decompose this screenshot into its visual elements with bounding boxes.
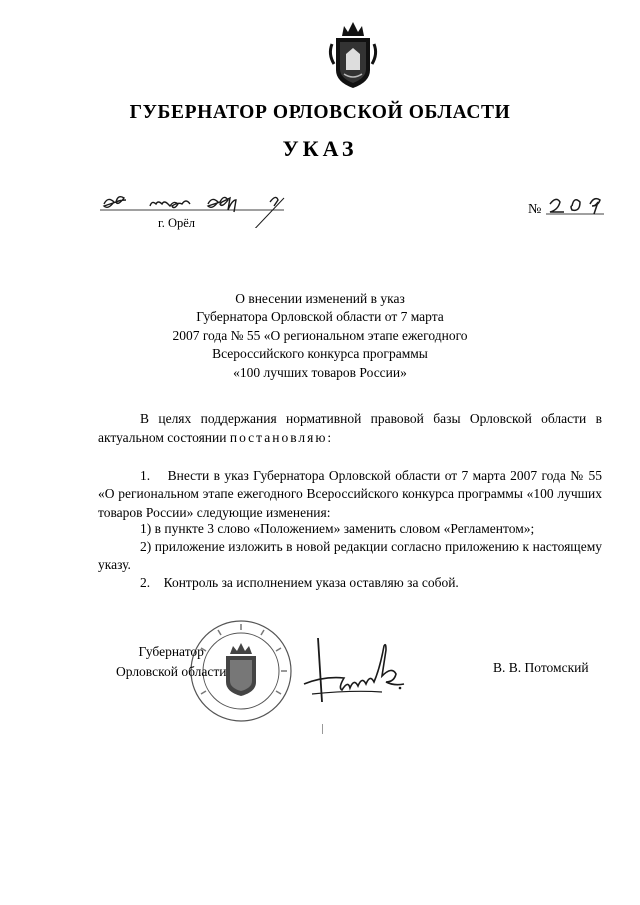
preamble-paragraph xyxy=(98,410,602,447)
preamble-keyword: постановляю: xyxy=(229,429,334,445)
decree-item-2: 2. Контроль за исполнением указа оставляю за собой. xyxy=(140,575,459,590)
signatory-title-line: Губернатор xyxy=(138,644,204,659)
coat-of-arms-icon xyxy=(326,20,380,90)
signatory-title xyxy=(116,642,226,682)
subject-line: О внесении изменений в указ xyxy=(235,291,405,306)
number-label: № xyxy=(528,202,542,217)
decree-item-1: 1. Внести в указ Губернатора Орловской области от 7 марта 2007 года № 55 «О региональном этапе ежегодного Всероссийского конкурса программы «100 лучших товаров России» следующие изменения: xyxy=(98,468,602,520)
subject-line: Губернатора Орловской области от 7 марта xyxy=(196,309,444,325)
subject-line: «100 лучших товаров России» xyxy=(233,364,407,380)
decree-subitem-1: 1) в пункте 3 слово «Положением» заменить словом «Регламентом»; xyxy=(140,521,535,536)
preamble xyxy=(98,410,602,447)
document-type-title: УКАЗ xyxy=(282,136,358,161)
handwritten-number xyxy=(546,192,606,222)
handwritten-signature xyxy=(300,632,410,710)
subject-line: 2007 года № 55 «О региональном этапе ежегодного xyxy=(172,327,468,343)
city-label: г. Орёл xyxy=(158,216,196,230)
preamble-text: В целях поддержания нормативной правовой базы Орловской области в актуальном состоянии xyxy=(98,411,602,445)
authority-heading: ГУБЕРНАТОР ОРЛОВСКОЙ ОБЛАСТИ xyxy=(129,102,511,123)
decree-subitem-2: 2) приложение изложить в новой редакции согласно приложению к настоящему указу. xyxy=(98,539,602,573)
scan-mark xyxy=(322,724,327,734)
signatory-title-line: Орловской области xyxy=(116,664,227,679)
decree-subject xyxy=(150,290,490,382)
signatory-name: В. В. Потомский xyxy=(493,660,589,675)
subject-line: Всероссийского конкурса программы xyxy=(212,346,428,362)
handwritten-date xyxy=(98,188,298,228)
